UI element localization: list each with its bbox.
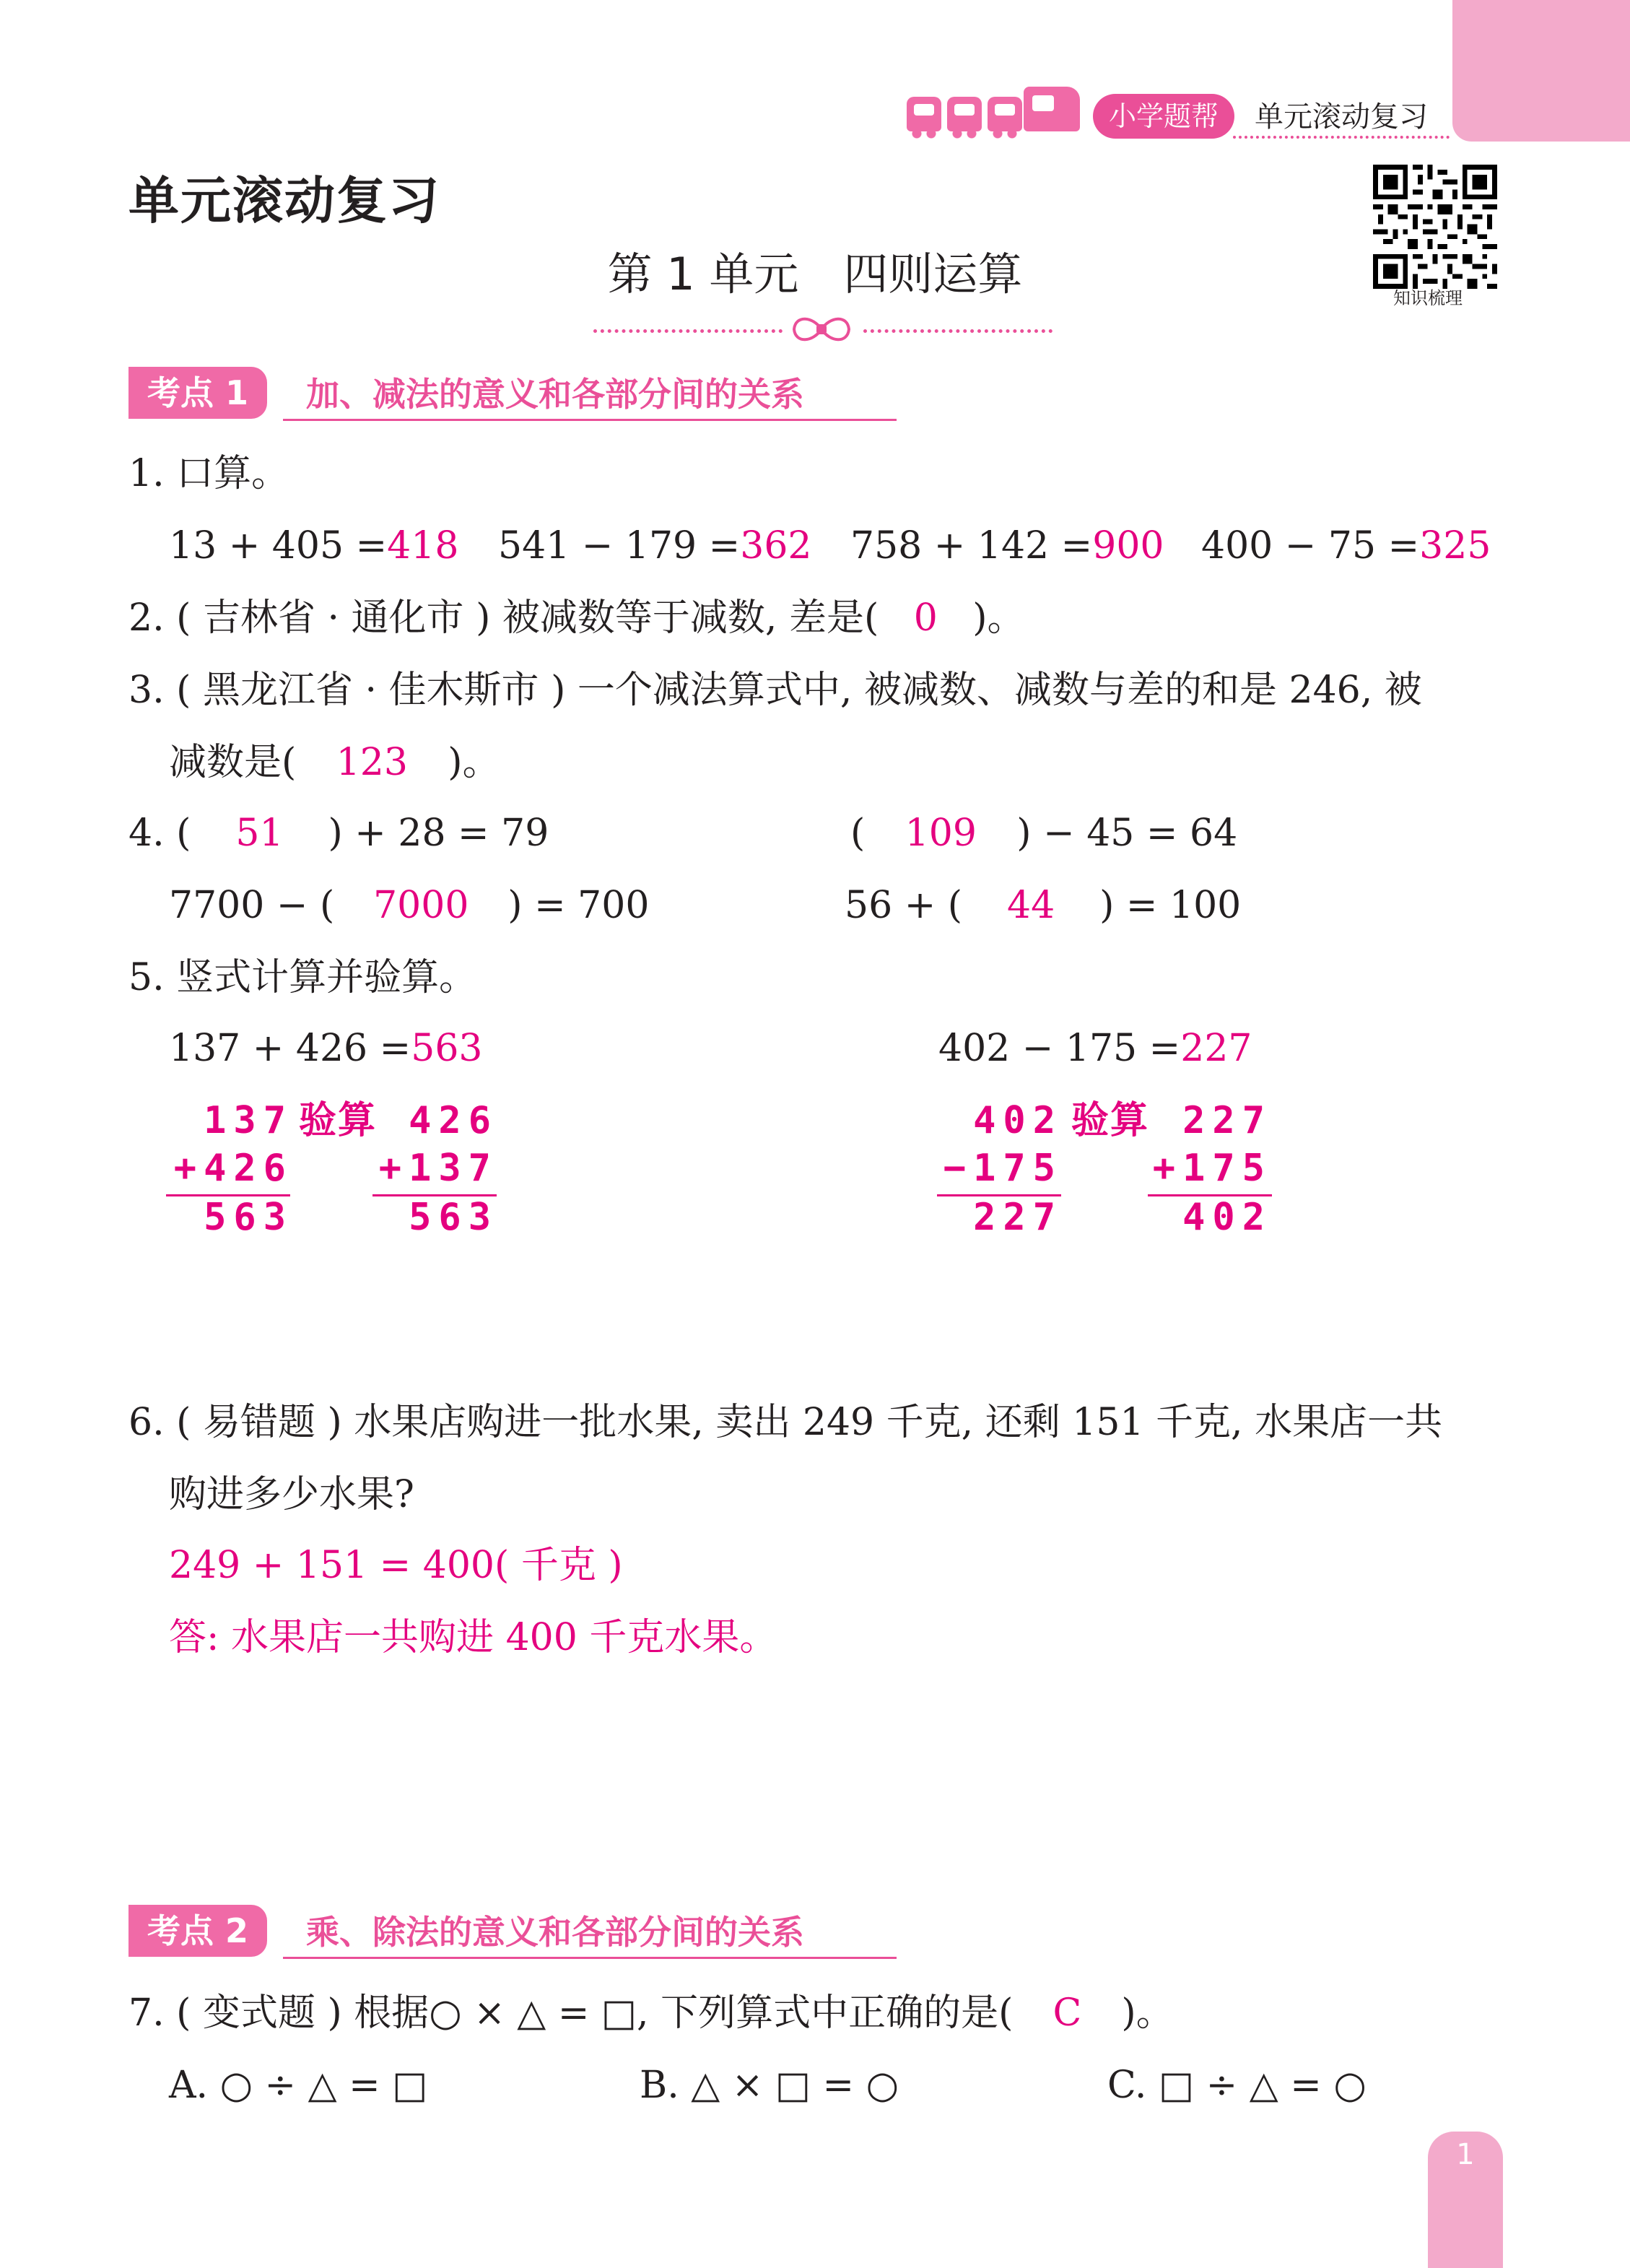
q5-label: 5. 竖式计算并验算。 [128,956,477,999]
kaodian2-badge: 考点 2 [128,1905,267,1957]
q1-item-3: 758 + 142 =900 [850,524,1164,568]
q1-answer-1: 418 [387,524,459,568]
header-section-title: 单元滚动复习 [1255,100,1428,134]
q4-b-answer: 109 [905,812,977,855]
page-title: 单元滚动复习 [128,171,440,230]
q7-answer: C [1052,1991,1082,2035]
q4-a: 4. ( 51 ) + 28 = 79 [128,812,549,855]
kaodian1-badge: 考点 1 [128,367,267,419]
q5-right-calc-r2: −175 [943,1147,1063,1190]
q1-answer-2: 362 [740,524,812,568]
q4-c-answer: 7000 [373,884,469,927]
q4-a-answer: 51 [235,812,284,855]
q7: 7. ( 变式题 ) 根据○ × △ = □, 下列算式中正确的是( C )。 [128,1991,1174,2035]
corner-tab [1452,0,1630,142]
page-number: 1 [1456,2138,1475,2171]
q5-left-calc-r1: 137 [204,1099,293,1142]
q1-answer-4: 325 [1419,524,1491,568]
kaodian1-title: 加、减法的意义和各部分间的关系 [306,375,804,414]
q7-option-a: A. ○ ÷ △ = □ [169,2064,428,2107]
q5-right-expr: 402 − 175 =227 [938,1027,1252,1070]
q5-right-check-r2: +175 [1152,1147,1272,1190]
q6-line1: 6. ( 易错题 ) 水果店购进一批水果, 卖出 249 千克, 还剩 151 千克, 水果店一共 [128,1401,1443,1444]
q5-left-check-label: 验算 [299,1099,378,1142]
q3-answer: 123 [336,741,408,784]
q6-line2: 购进多少水果? [169,1473,414,1516]
kaodian1-underline [283,419,897,421]
q5-right-check-label: 验算 [1071,1099,1150,1142]
q2: 2. ( 吉林省 · 通化市 ) 被减数等于减数, 差是( 0 )。 [128,596,1025,640]
q6-answer-calc: 249 + 151 = 400( 千克 ) [169,1544,623,1587]
q5-right-calc-r3: 227 [973,1196,1063,1239]
q6-answer-sentence: 答: 水果店一共购进 400 千克水果。 [169,1616,777,1659]
q4-b: ( 109 ) − 45 = 64 [850,812,1238,855]
qr-code-icon[interactable] [1373,165,1497,289]
unit-title: 第 1 单元 四则运算 [607,248,1023,300]
q4-c: 7700 − ( 7000 ) = 700 [169,884,650,927]
unit-divider-right [863,329,1052,333]
q7-option-b: B. △ × □ = ○ [640,2064,899,2107]
q7-option-c: C. □ ÷ △ = ○ [1107,2064,1367,2107]
q3-line1: 3. ( 黑龙江省 · 佳木斯市 ) 一个减法算式中, 被减数、减数与差的和是 246, 被 [128,669,1422,712]
q1-item-1: 13 + 405 =418 [169,524,459,568]
q5-right-check-r3: 402 [1182,1196,1272,1239]
header-divider [1233,136,1450,139]
q5-left-calc-r3: 563 [204,1196,293,1239]
header-badge: 小学题帮 [1093,94,1234,139]
q5-left-expr: 137 + 426 =563 [169,1027,483,1070]
q5-left-answer: 563 [411,1027,483,1070]
kaodian2-underline [283,1957,897,1959]
q5-left-check-r1: 426 [409,1099,498,1142]
q5-right-calc-r1: 402 [973,1099,1063,1142]
q3-line2: 减数是( 123 )。 [169,741,500,784]
q1-label: 1. 口算。 [128,452,289,495]
bow-icon [791,313,852,345]
q5-right-answer: 227 [1180,1027,1252,1070]
q5-left-check-r2: +137 [378,1147,498,1190]
q4-d: 56 + ( 44 ) = 100 [845,884,1242,927]
q4-d-answer: 44 [1007,884,1055,927]
unit-divider-left [593,329,783,333]
q5-left-calc-r2: +426 [173,1147,293,1190]
q1-item-2: 541 − 179 =362 [498,524,812,568]
q2-answer: 0 [913,596,938,640]
q1-answer-3: 900 [1092,524,1164,568]
q1-item-4: 400 − 75 =325 [1201,524,1491,568]
q5-left-check-r3: 563 [409,1196,498,1239]
kaodian2-title: 乘、除法的意义和各部分间的关系 [306,1913,804,1952]
q5-right-check-r1: 227 [1182,1099,1272,1142]
qr-caption: 知识梳理 [1393,288,1463,308]
